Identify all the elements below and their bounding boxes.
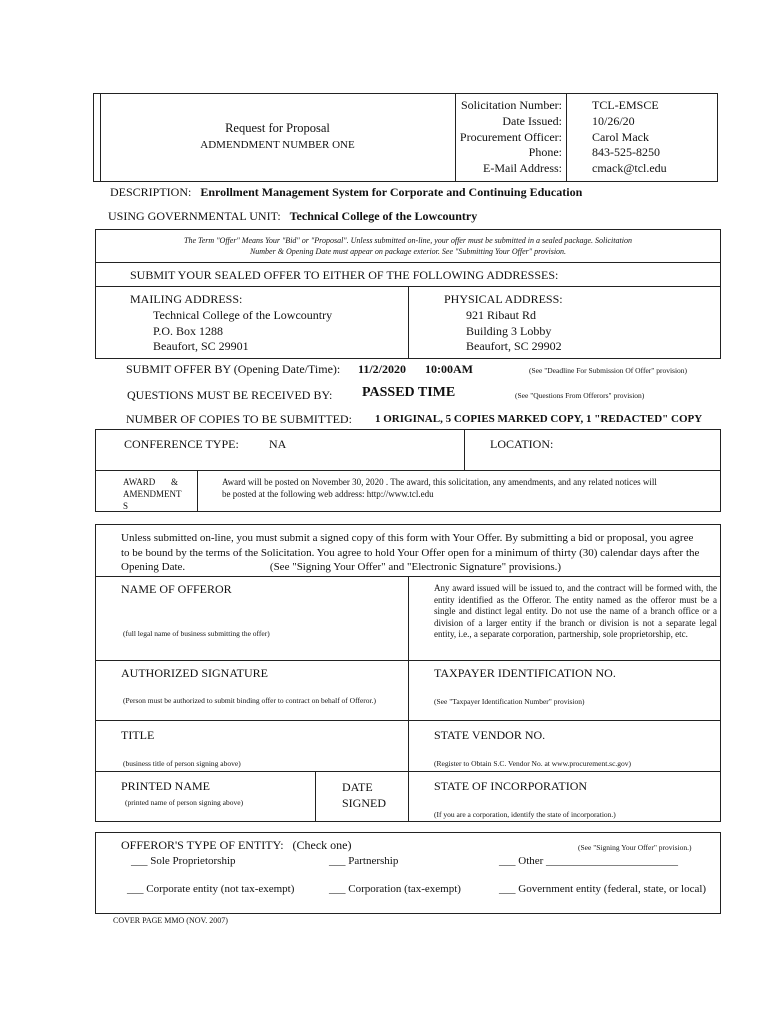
address-rule-1 [95,262,721,263]
date-issued-label: Date Issued: [502,113,562,128]
vendor-number-hint: (Register to Obtain S.C. Vendor No. at www.procurement.sc.gov) [434,759,632,768]
questions-label: QUESTIONS MUST BE RECEIVED BY: [127,388,333,402]
entity-partnership[interactable]: ___ Partnership [329,855,399,867]
offer-note [100,235,716,257]
conference-rule [95,470,721,471]
rfp-title: Request for Proposal [225,121,330,135]
vendor-number-label: STATE VENDOR NO. [434,728,546,742]
opening-date: 11/2/2020 [358,362,407,376]
printed-name-divider [315,771,316,822]
date-issued-value: 10/26/20 [592,113,635,128]
authorized-signature-label: AUTHORIZED SIGNATURE [121,666,268,680]
entity-corporation-exempt[interactable]: ___ Corporation (tax-exempt) [329,883,461,895]
entity-sole-proprietorship[interactable]: ___ Sole Proprietorship [131,855,236,867]
header-labels [440,98,562,177]
amendment-number: ADMENDMENT NUMBER ONE [200,139,355,151]
questions-note: (See "Questions From Offerors" provision) [515,391,645,400]
award-text [222,477,657,500]
copies-label: NUMBER OF COPIES TO BE SUBMITTED: [126,412,352,426]
award-text-line2: be posted at the following web address: http://www.tcl.edu [222,488,434,499]
entity-heading [121,838,352,853]
date-signed-label [342,779,386,811]
entity-government[interactable]: ___ Government entity (federal, state, or local) [499,883,707,895]
phone-label: Phone: [528,145,562,160]
email-label: E-Mail Address: [483,161,562,176]
incorporation-hint: (If you are a corporation, identify the state of incorporation.) [434,810,616,819]
mailing-address [153,308,332,355]
entity-note: (See "Signing Your Offer" provision.) [578,843,692,852]
mailing-address-label: MAILING ADDRESS: [130,292,243,306]
physical-address [466,308,562,355]
offer-note-line1: The Term "Offer" Means Your "Bid" or "Proposal". Unless submitted on-line, your offer must be submitted in a sealed package. Solicitation [184,236,632,245]
physical-line-3: Beaufort, SC 29902 [466,339,562,353]
mailing-line-2: P.O. Box 1288 [153,323,224,338]
title-label: TITLE [121,728,155,742]
incorporation-label: STATE OF INCORPORATION [434,779,588,793]
procurement-officer-label: Procurement Officer: [459,129,562,144]
conference-divider [464,429,465,470]
address-divider [408,286,409,359]
conference-type-label: CONFERENCE TYPE: [124,437,239,451]
agreement-line2: to be bound by the terms of the Solicitation. You agree to hold Your Offer open for a minimum of thirty (30) calendar days after the [121,546,700,559]
offeror-divider [408,576,409,822]
taxpayer-id-hint: (See "Taxpayer Identification Number" provision) [434,697,585,706]
physical-line-2: Building 3 Lobby [466,323,552,338]
mailing-line-3: Beaufort, SC 29901 [153,339,249,353]
submit-heading: SUBMIT YOUR SEALED OFFER TO EITHER OF THE FOLLOWING ADDRESSES: [130,268,559,282]
copies-value: 1 ORIGINAL, 5 COPIES MARKED COPY, 1 "REDACTED" COPY [375,413,703,425]
unit-label: USING GOVERNMENTAL UNIT: [108,209,281,223]
authorized-signature-hint: (Person must be authorized to submit binding offer to contract on behalf of Offeror.) [123,696,376,705]
award-label-line1: AWARD & [123,477,179,487]
award-text-line1: Award will be posted on November 30, 2020 . The award, this solicitation, any amendments, and any related notices will [222,477,657,487]
entity-corporate-not-exempt[interactable]: ___ Corporate entity (not tax-exempt) [127,883,295,895]
opening-time: 10:00AM [425,362,473,376]
agreement-line3 [121,560,717,575]
footer-form-id: COVER PAGE MMO (NOV. 2007) [113,916,228,925]
description-row [110,185,582,200]
award-label-line3: S [123,501,129,511]
description-label: DESCRIPTION: [110,185,192,199]
printed-name-hint: (printed name of person signing above) [125,798,244,807]
solicitation-number-value: TCL-EMSCE [592,98,659,112]
questions-value: PASSED TIME [362,385,456,400]
physical-line-1: 921 Ribaut Rd [466,308,537,322]
date-signed-line2: SIGNED [342,796,386,810]
offer-note-line2: Number & Opening Date must appear on package exterior. See "Submitting Your Offer" provision. [249,247,567,256]
description-value: Enrollment Management System for Corporate and Continuing Education [200,185,583,199]
printed-name-label: PRINTED NAME [121,779,210,793]
unit-row [108,209,477,224]
taxpayer-id-label: TAXPAYER IDENTIFICATION NO. [434,666,616,680]
header-divider-2 [566,93,567,182]
conference-type-value: NA [269,437,287,451]
location-label: LOCATION: [490,437,554,451]
opening-label: SUBMIT OFFER BY (Opening Date/Time): [126,362,341,376]
award-label-line2: AMENDMENT [123,489,182,499]
offeror-award-note: Any award issued will be issued to, and the contract will be formed with, the entity identified as the Offeror. The entity named as the offeror must be a single and distinct legal entity. Do not use the name of a branch office or a division of a larger entity if the branch or division is not a separate legal entity, i.e., a separate corporation, partnership, sole proprietorship, etc. [434,583,717,640]
header-left-rule [100,93,101,182]
agreement-line3b: (See "Signing Your Offer" and "Electronic Signature" provisions.) [269,561,562,573]
opening-note: (See "Deadline For Submission Of Offer" provision) [529,366,688,375]
award-label [123,476,195,512]
date-signed-line1: DATE [342,780,373,794]
offeror-name-hint: (full legal name of business submitting the offer) [123,629,270,638]
entity-other[interactable]: ___ Other ________________________ [499,855,679,867]
unit-value: Technical College of the Lowcountry [289,209,478,223]
agreement-text [121,531,717,575]
agreement-line1: Unless submitted on-line, you must submit a signed copy of this form with Your Offer. By submitting a bid or proposal, you agree [121,532,694,544]
email-value: cmack@tcl.edu [592,161,667,176]
title-hint: (business title of person signing above) [123,759,241,768]
phone-value: 843-525-8250 [592,145,660,160]
header-values [592,98,667,177]
offeror-name-label: NAME OF OFFEROR [121,582,232,596]
mailing-line-1: Technical College of the Lowcountry [153,308,333,322]
award-divider [197,470,198,512]
procurement-officer-value: Carol Mack [592,129,649,144]
physical-address-label: PHYSICAL ADDRESS: [444,292,563,306]
entity-check: (Check one) [292,838,352,852]
agreement-line3a: Opening Date. [121,561,186,573]
entity-label: OFFEROR'S TYPE OF ENTITY: [121,838,284,852]
solicitation-number-label: Solicitation Number: [461,98,562,112]
